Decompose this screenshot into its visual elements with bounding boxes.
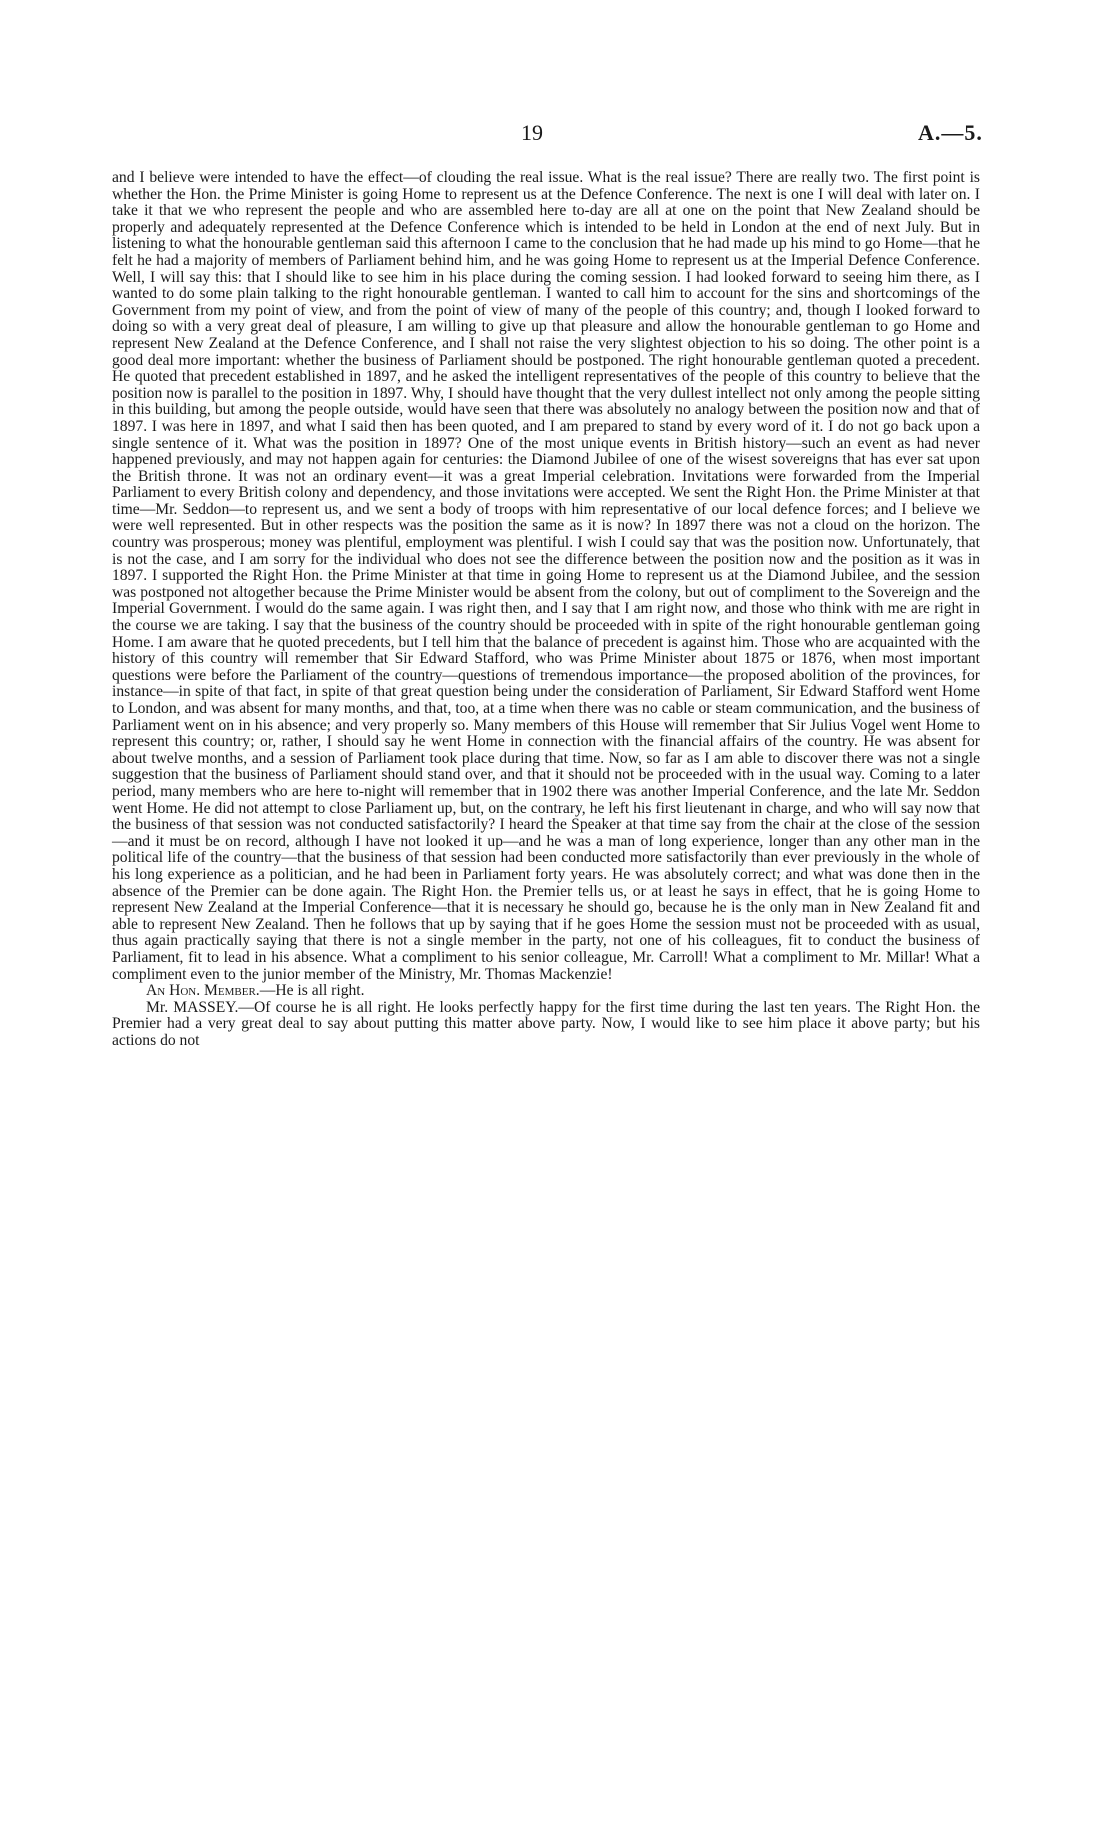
interjection-text: —He is all right. xyxy=(259,982,365,1000)
reply-text: —Of course he is all right. He looks perfectly happy for the first time during the last ten years. The Right Hon. the Premier had a very great deal to say about putting this matter above party. Now, I would like to see him place it above party; but his actions do not xyxy=(112,998,980,1049)
interjection-paragraph xyxy=(112,983,980,1000)
interjection-speaker: An Hon. Member. xyxy=(146,982,260,1000)
page-header xyxy=(0,120,1114,152)
reply-speaker: Mr. MASSEY. xyxy=(146,998,239,1016)
main-paragraph: and I believe were intended to have the effect—of clouding the real issue. What is the real issue? There are really two. The first point is whether the Hon. the Prime Minister is going Home to represent us at the Defence Conference. The next is one I will deal with later on. I take it that we who represent the people and who are assembled here to-day are all at one on the point that New Zealand should be properly and adequately represented at the Defence Conference which is intended to be held in London at the end of next July. But in listening to what the honourable gentleman said this afternoon I came to the conclusion that he had made up his mind to go Home—that he felt he had a majority of members of Parliament behind him, and he was going Home to represent us at the Imperial Defence Conference. Well, I will say this: that I should like to see him in his place during the coming session. I had looked forward to seeing him there, as I wanted to do some plain talking to the right honourable gentleman. I wanted to call him to account for the sins and shortcomings of the Government from my point of view, and from the point of view of many of the people of this country; and, though I looked forward to doing so with a very great deal of pleasure, I am willing to give up that pleasure and allow the honourable gentleman to go Home and represent New Zealand at the Defence Conference, and I shall not raise the very slightest objection to his so doing. The other point is a good deal more important: whether the business of Parliament should be postponed. The right honourable gentleman quoted a precedent. He quoted that precedent established in 1897, and he asked the intelligent representatives of the people of this country to believe that the position now is parallel to the position in 1897. Why, I should have thought that the very dullest intellect not only among the people sitting in this building, but among the people outside, would have seen that there was absolutely no analogy between the position now and that of 1897. I was here in 1897, and what I said then has been quoted, and I am prepared to stand by every word of it. I do not go back upon a single sentence of it. What was the position in 1897? One of the most unique events in British history—such an event as had never happened previously, and may not happen again for centuries: the Diamond Jubilee of one of the wisest sovereigns that has ever sat upon the British throne. It was not an ordinary event—it was a great Imperial celebration. Invitations were forwarded from the Imperial Parliament to every British colony and dependency, and those invitations were accepted. We sent the Right Hon. the Prime Minister at that time—Mr. Seddon—to represent us, and we sent a body of troops with him representative of our local defence forces; and I believe we were well represented. But in other respects was the position the same as it is now? In 1897 there was not a cloud on the horizon. The country was prosperous; money was plentiful, employment was plentiful. I wish I could say that was the position now. Unfortunately, that is not the case, and I am sorry for the individual who does not see the difference between the position now and the position as it was in 1897. I supported the Right Hon. the Prime Minister at that time in going Home to represent us at the Diamond Jubilee, and the session was postponed not altogether because the Prime Minister would be absent from the colony, but out of compliment to the Sovereign and the Imperial Government. I would do the same again. I was right then, and I say that I am right now, and those who think with me are right in the course we are taking. I say that the business of the country should be proceeded with in spite of the right honourable gentleman going Home. I am aware that he quoted precedents, but I tell him that the balance of precedent is against him. Those who are acquainted with the history of this country will remember that Sir Edward Stafford, who was Prime Minister about 1875 or 1876, when most important questions were before the Parliament of the country—questions of tremendous importance—the proposed abolition of the provinces, for instance—in spite of that fact, in spite of that great question being under the consideration of Parliament, Sir Edward Stafford went Home to London, and was absent for many months, and that, too, at a time when there was no cable or steam communication, and the business of Parliament went on in his absence; and very properly so. Many members of this House will remember that Sir Julius Vogel went Home to represent this country; or, rather, I should say he went Home in connection with the financial affairs of the country. He was absent for about twelve months, and a session of Parliament took place during that time. Now, so far as I am able to discover there was not a single suggestion that the business of Parliament should stand over, and that it should not be proceeded with in the usual way. Coming to a later period, many members who are here to-night will remember that in 1902 there was another Imperial Conference, and the late Mr. Seddon went Home. He did not attempt to close Parliament up, but, on the contrary, he left his first lieutenant in charge, and who will say now that the business of that session was not conducted satisfactorily? I heard the Speaker at that time say from the chair at the close of the session—and it must be on record, although I have not looked it up—and he was a man of long experience, longer than any other man in the political life of the country—that the business of that session had been conducted more satisfactorily than ever previously in the whole of his long experience as a politician, and he had been in Parliament forty years. He was absolutely correct; and what was done then in the absence of the Premier can be done again. The Right Hon. the Premier tells us, or at least he says in effect, that he is going Home to represent New Zealand at the Imperial Conference—that it is necessary he should go, because he is the only man in New Zealand fit and able to represent New Zealand. Then he follows that up by saying that if he goes Home the session must not be proceeded with as usual, thus again practically saying that there is not a single member in the party, not one of his colleagues, fit to conduct the business of Parliament, fit to lead in his absence. What a compliment to his senior colleague, Mr. Carroll! What a compliment to Mr. Millar! What a compliment even to the junior member of the Ministry, Mr. Thomas Mackenzie! xyxy=(112,169,980,983)
body-text xyxy=(112,170,980,1049)
page-number: 19 xyxy=(521,120,543,145)
reply-paragraph xyxy=(112,1000,980,1050)
document-reference: A.—5. xyxy=(918,120,983,145)
